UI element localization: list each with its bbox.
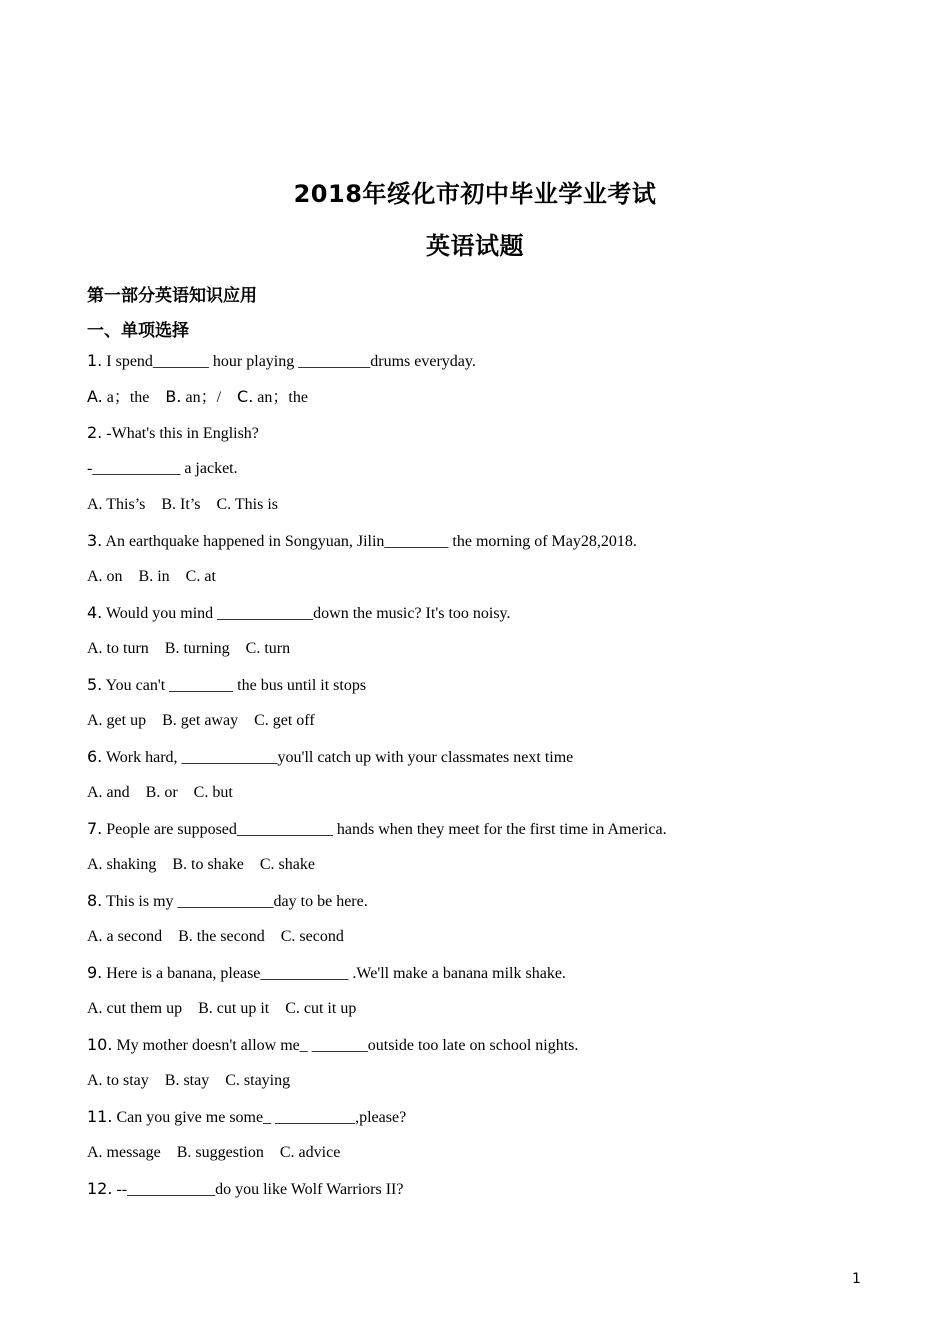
question-text: -What's this in English?	[102, 425, 259, 442]
question-number: 12.	[87, 1179, 113, 1198]
question-text: People are supposed____________ hands when they meet for the first time in America.	[102, 821, 667, 838]
question-text: An earthquake happened in Songyuan, Jilin________ the morning of May28,2018.	[102, 533, 637, 550]
question-line	[87, 1103, 867, 1139]
question-line	[87, 527, 867, 563]
question-text: My mother doesn't allow me_ _______outside too late on school nights.	[112, 1037, 579, 1054]
question-text: I spend_______ hour playing _________drums everyday.	[102, 353, 476, 370]
exam-subtitle: 英语试题	[426, 232, 524, 260]
question-number: 5.	[87, 675, 103, 694]
section-heading: 一、单项选择	[87, 321, 189, 341]
answer-line: A. This’s B. It’s C. This is	[87, 496, 278, 513]
question-number: 11.	[87, 1107, 113, 1126]
question-line	[87, 347, 867, 383]
answer-line: A. cut them up B. cut up it C. cut it up	[87, 1000, 357, 1017]
answer-line: A. get up B. get away C. get off	[87, 712, 315, 729]
answer-line: A. to stay B. stay C. staying	[87, 1072, 291, 1089]
answer-line: A. and B. or C. but	[87, 784, 233, 801]
answer-line: A. on B. in C. at	[87, 568, 216, 585]
question-text: This is my ____________day to be here.	[102, 893, 368, 910]
question-line	[87, 1031, 867, 1067]
question-text: Work hard, ____________you'll catch up with your classmates next time	[102, 749, 574, 766]
question-text: Can you give me some_ __________,please?	[112, 1109, 407, 1126]
question-number: 1.	[87, 351, 103, 370]
answer-line: -___________ a jacket.	[87, 460, 238, 477]
question-line	[87, 815, 867, 851]
question-text: Here is a banana, please___________ .We'll make a banana milk shake.	[102, 965, 566, 982]
question-number: 7.	[87, 819, 103, 838]
question-list	[87, 347, 867, 1211]
question-number: 9.	[87, 963, 103, 982]
question-line	[87, 887, 867, 923]
question-line	[87, 959, 867, 995]
question-number: 3.	[87, 531, 103, 550]
question-text: You can't ________ the bus until it stops	[102, 677, 367, 694]
option-letter: C.	[237, 387, 254, 406]
question-text: --___________do you like Wolf Warriors II?	[112, 1181, 404, 1198]
answer-options	[87, 383, 867, 419]
question-line	[87, 599, 867, 635]
option-text: an；the	[253, 389, 308, 406]
question-number: 8.	[87, 891, 103, 910]
answer-line: A. to turn B. turning C. turn	[87, 640, 291, 657]
page-number: 1	[852, 1271, 861, 1287]
part-heading: 第一部分英语知识应用	[87, 286, 257, 306]
question-line	[87, 743, 867, 779]
answer-line: A. message B. suggestion C. advice	[87, 1144, 341, 1161]
question-number: 4.	[87, 603, 103, 622]
option-letter: B.	[165, 387, 182, 406]
question-line	[87, 419, 867, 455]
answer-line: A. a second B. the second C. second	[87, 928, 344, 945]
option-letter: A.	[87, 387, 103, 406]
option-text: a；the	[102, 389, 166, 406]
option-text: an；/	[181, 389, 238, 406]
exam-title: 2018年绥化市初中毕业学业考试	[293, 180, 657, 208]
question-line	[87, 1175, 867, 1211]
question-text: Would you mind ____________down the music? It's too noisy.	[102, 605, 511, 622]
question-number: 10.	[87, 1035, 113, 1054]
question-number: 2.	[87, 423, 103, 442]
question-number: 6.	[87, 747, 103, 766]
question-line	[87, 671, 867, 707]
answer-line: A. shaking B. to shake C. shake	[87, 856, 315, 873]
